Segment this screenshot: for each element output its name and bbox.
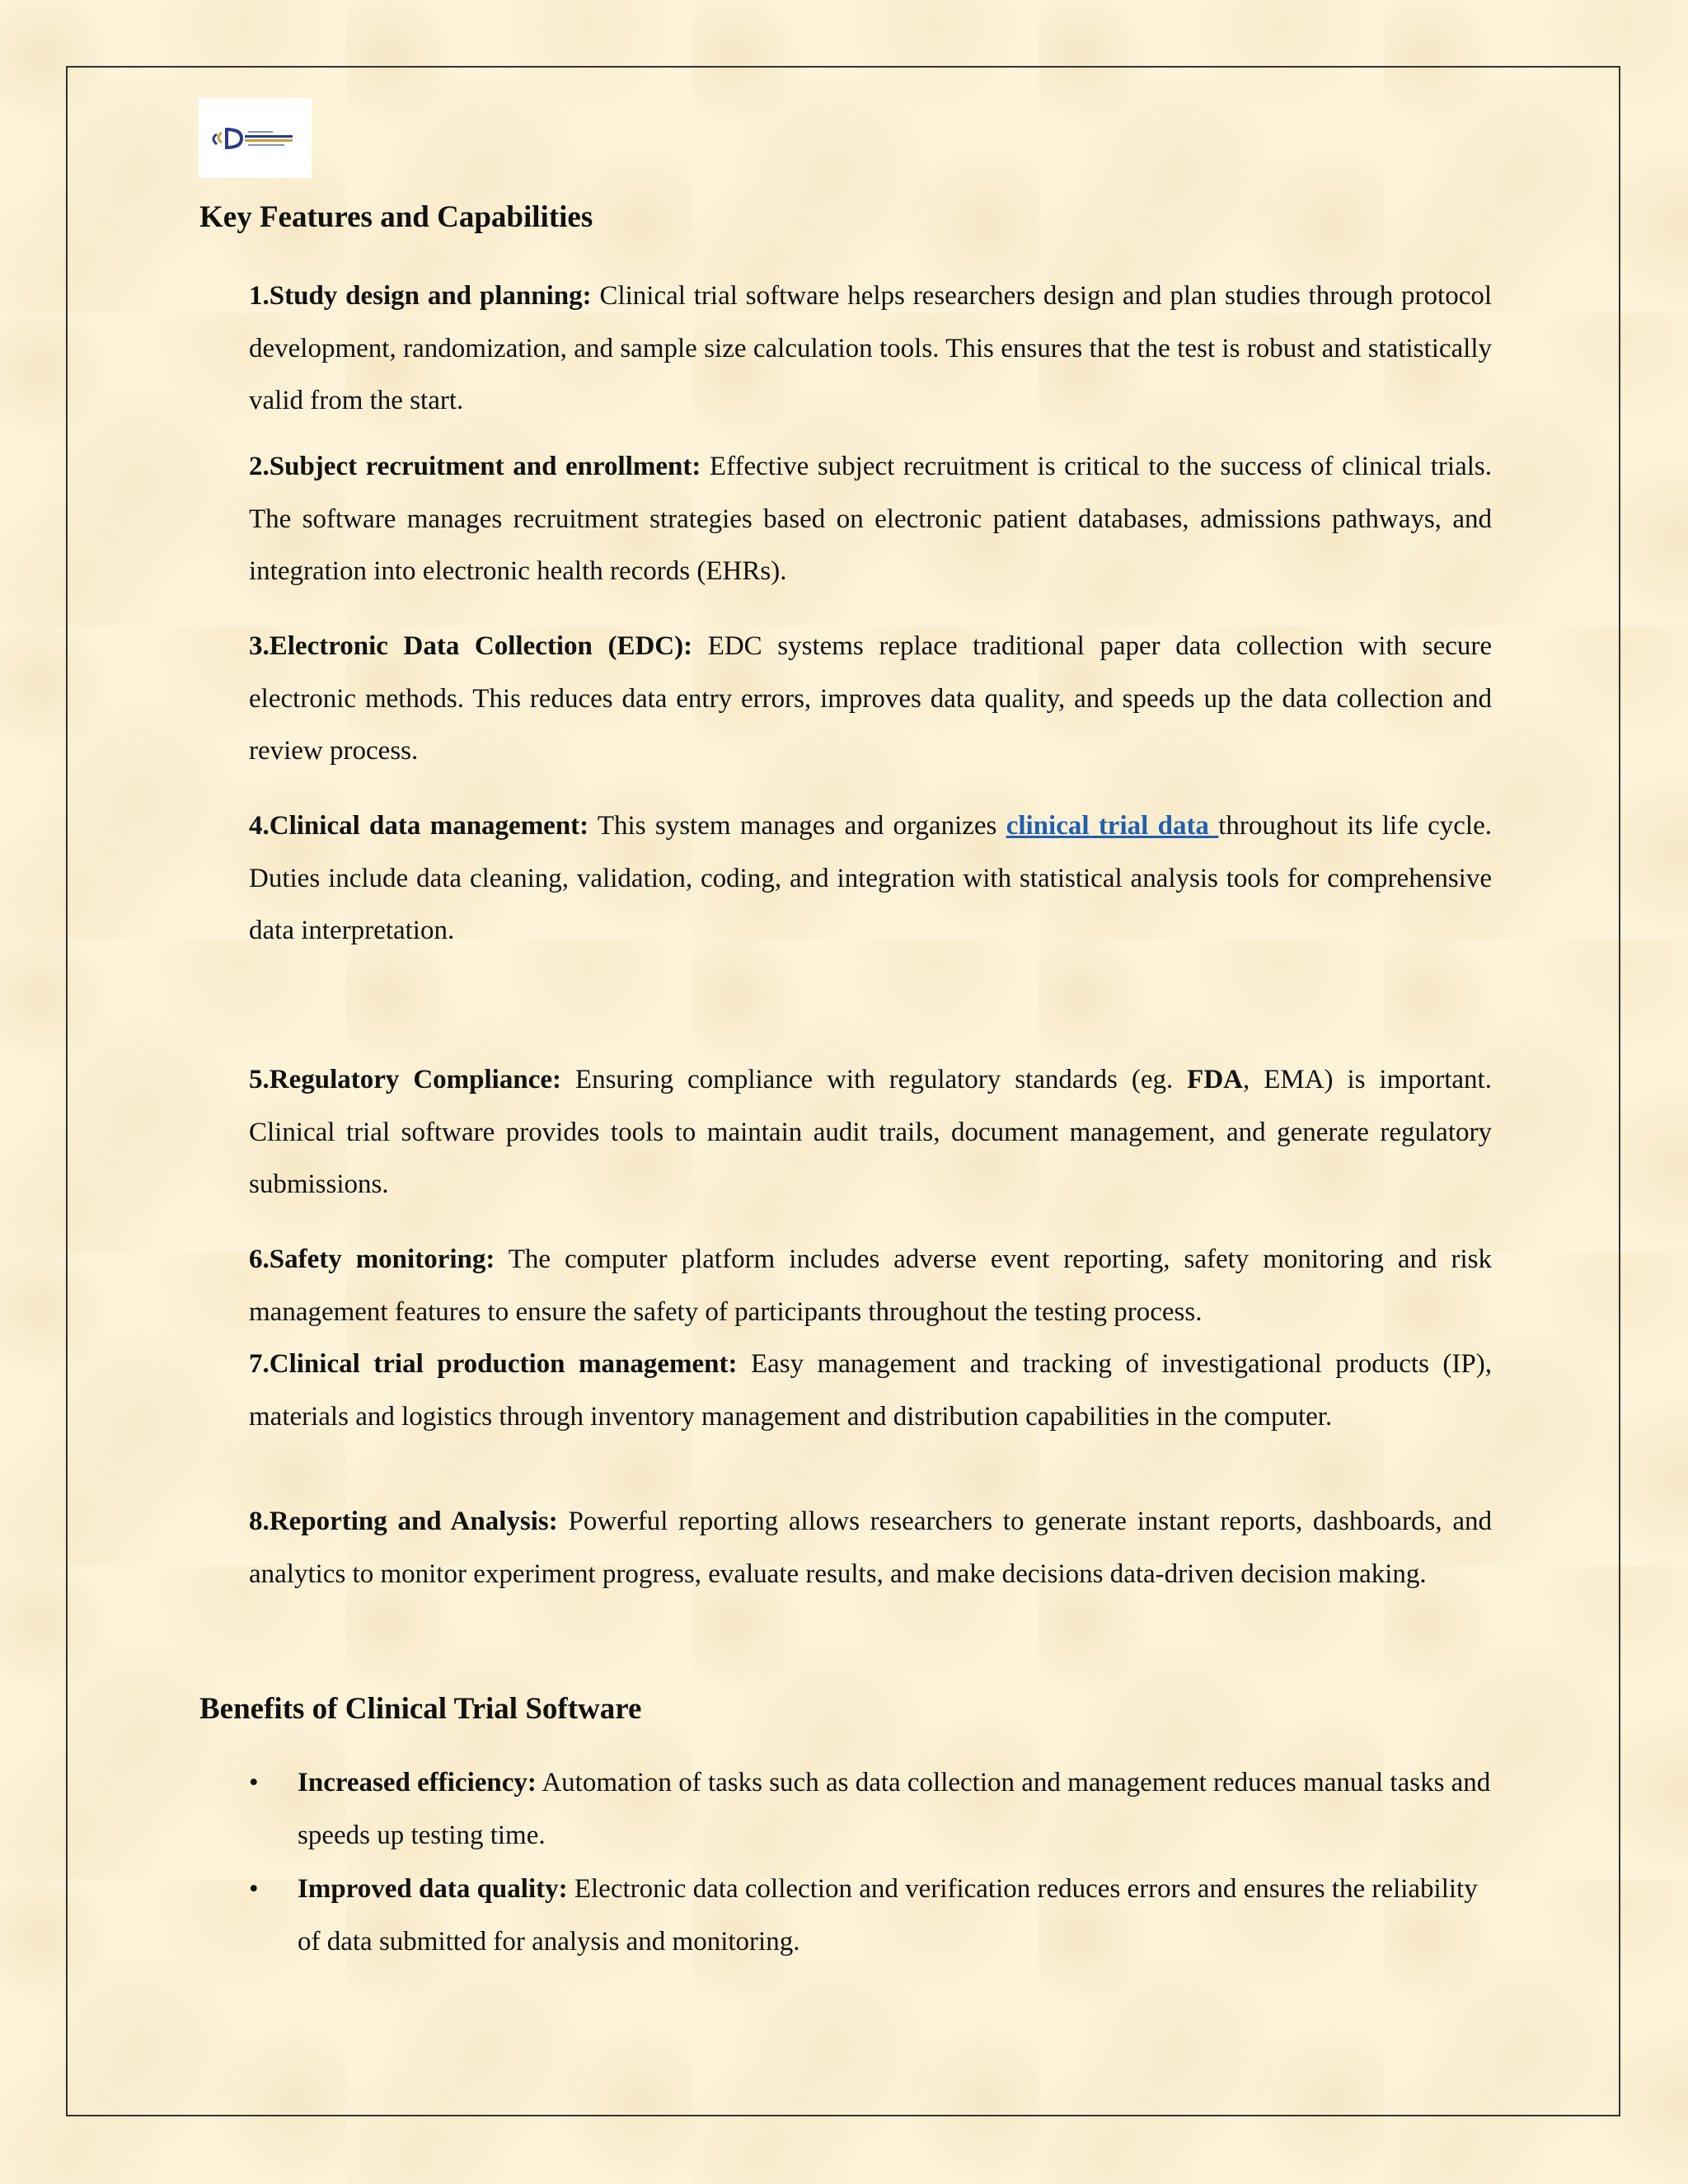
section-heading-benefits: Benefits of Clinical Trial Software <box>199 1692 642 1726</box>
feature-text: throughout its life cycle. Duties include data cleaning, validation, coding, and integration with statistical analysis tools for comprehensive data interpretation. <box>249 811 1493 945</box>
feature-text: Powerful reporting allows researchers to generate instant reports, dashboards, and analytics to monitor experiment progress, evaluate results, and make decisions data-driven decision making. <box>249 1507 1492 1589</box>
logo-icon <box>199 98 312 178</box>
bullet-icon: • <box>249 1768 259 1797</box>
clinical-trial-data-link[interactable]: clinical trial data <box>1006 811 1219 841</box>
company-logo <box>199 98 312 178</box>
feature-text: Ensuring compliance with regulatory standards (eg. <box>560 1065 1188 1094</box>
section-heading-key-features: Key Features and Capabilities <box>199 200 593 234</box>
feature-item-regulatory-compliance <box>249 1054 1492 1212</box>
feature-item-safety-monitoring <box>249 1234 1492 1338</box>
benefit-title: Increased efficiency: <box>298 1768 537 1797</box>
benefit-title: Improved data quality: <box>298 1874 568 1904</box>
feature-text: Easy management and tracking of investigational products (IP), materials and logistics through inventory management and distribution capabilities in the computer. <box>249 1349 1492 1432</box>
feature-text: , EMA) is important. Clinical trial software provides tools to maintain audit trails, document management, and generate regulatory submissions. <box>249 1065 1492 1199</box>
feature-item-edc <box>249 621 1492 778</box>
feature-text: Clinical trial software helps researchers design and plan studies through protocol development, randomization, and sample size calculation tools. This ensures that the test is robust and statistically valid from the start. <box>249 281 1493 415</box>
feature-text: This system manages and organizes <box>588 811 1006 841</box>
bullet-icon: • <box>249 1874 259 1904</box>
feature-title: 2.Subject recruitment and enrollment: <box>249 452 701 481</box>
feature-title: 8.Reporting and Analysis: <box>249 1507 558 1536</box>
benefit-item-increased-efficiency <box>249 1757 1492 1862</box>
feature-item-production-management <box>249 1338 1492 1443</box>
benefit-text-block <box>298 1757 1492 1862</box>
feature-item-clinical-data-management <box>249 800 1492 958</box>
benefit-text: Electronic data collection and verification reduces errors and ensures the reliability of data submitted for analysis and monitoring. <box>298 1874 1478 1957</box>
feature-title: 1.Study design and planning: <box>249 281 592 311</box>
benefit-text-block <box>298 1863 1492 1968</box>
feature-title: 7.Clinical trial production management: <box>249 1349 738 1379</box>
feature-title: 5.Regulatory Compliance: <box>249 1065 561 1094</box>
feature-title: 6.Safety monitoring: <box>249 1244 495 1274</box>
fda-label: FDA <box>1187 1065 1243 1094</box>
feature-text: EDC systems replace traditional paper data collection with secure electronic methods. This reduces data entry errors, improves data quality, and speeds up the data collection and review process. <box>249 631 1492 766</box>
feature-text: Effective subject recruitment is critical to the success of clinical trials. The software manages recruitment strategies based on electronic patient databases, admissions pathways, and integration into electronic health records (EHRs). <box>249 452 1492 586</box>
benefit-text: Automation of tasks such as data collection and management reduces manual tasks and speeds up testing time. <box>298 1768 1491 1850</box>
feature-title: 3.Electronic Data Collection (EDC): <box>249 631 693 661</box>
feature-item-reporting-analysis <box>249 1496 1492 1601</box>
feature-text: The computer platform includes adverse event reporting, safety monitoring and risk management features to ensure the safety of participants throughout the testing process. <box>249 1244 1492 1327</box>
feature-title: 4.Clinical data management: <box>249 811 589 841</box>
feature-item-study-design <box>249 270 1492 428</box>
benefit-item-improved-data-quality <box>249 1863 1492 1968</box>
feature-item-subject-recruitment <box>249 441 1492 598</box>
